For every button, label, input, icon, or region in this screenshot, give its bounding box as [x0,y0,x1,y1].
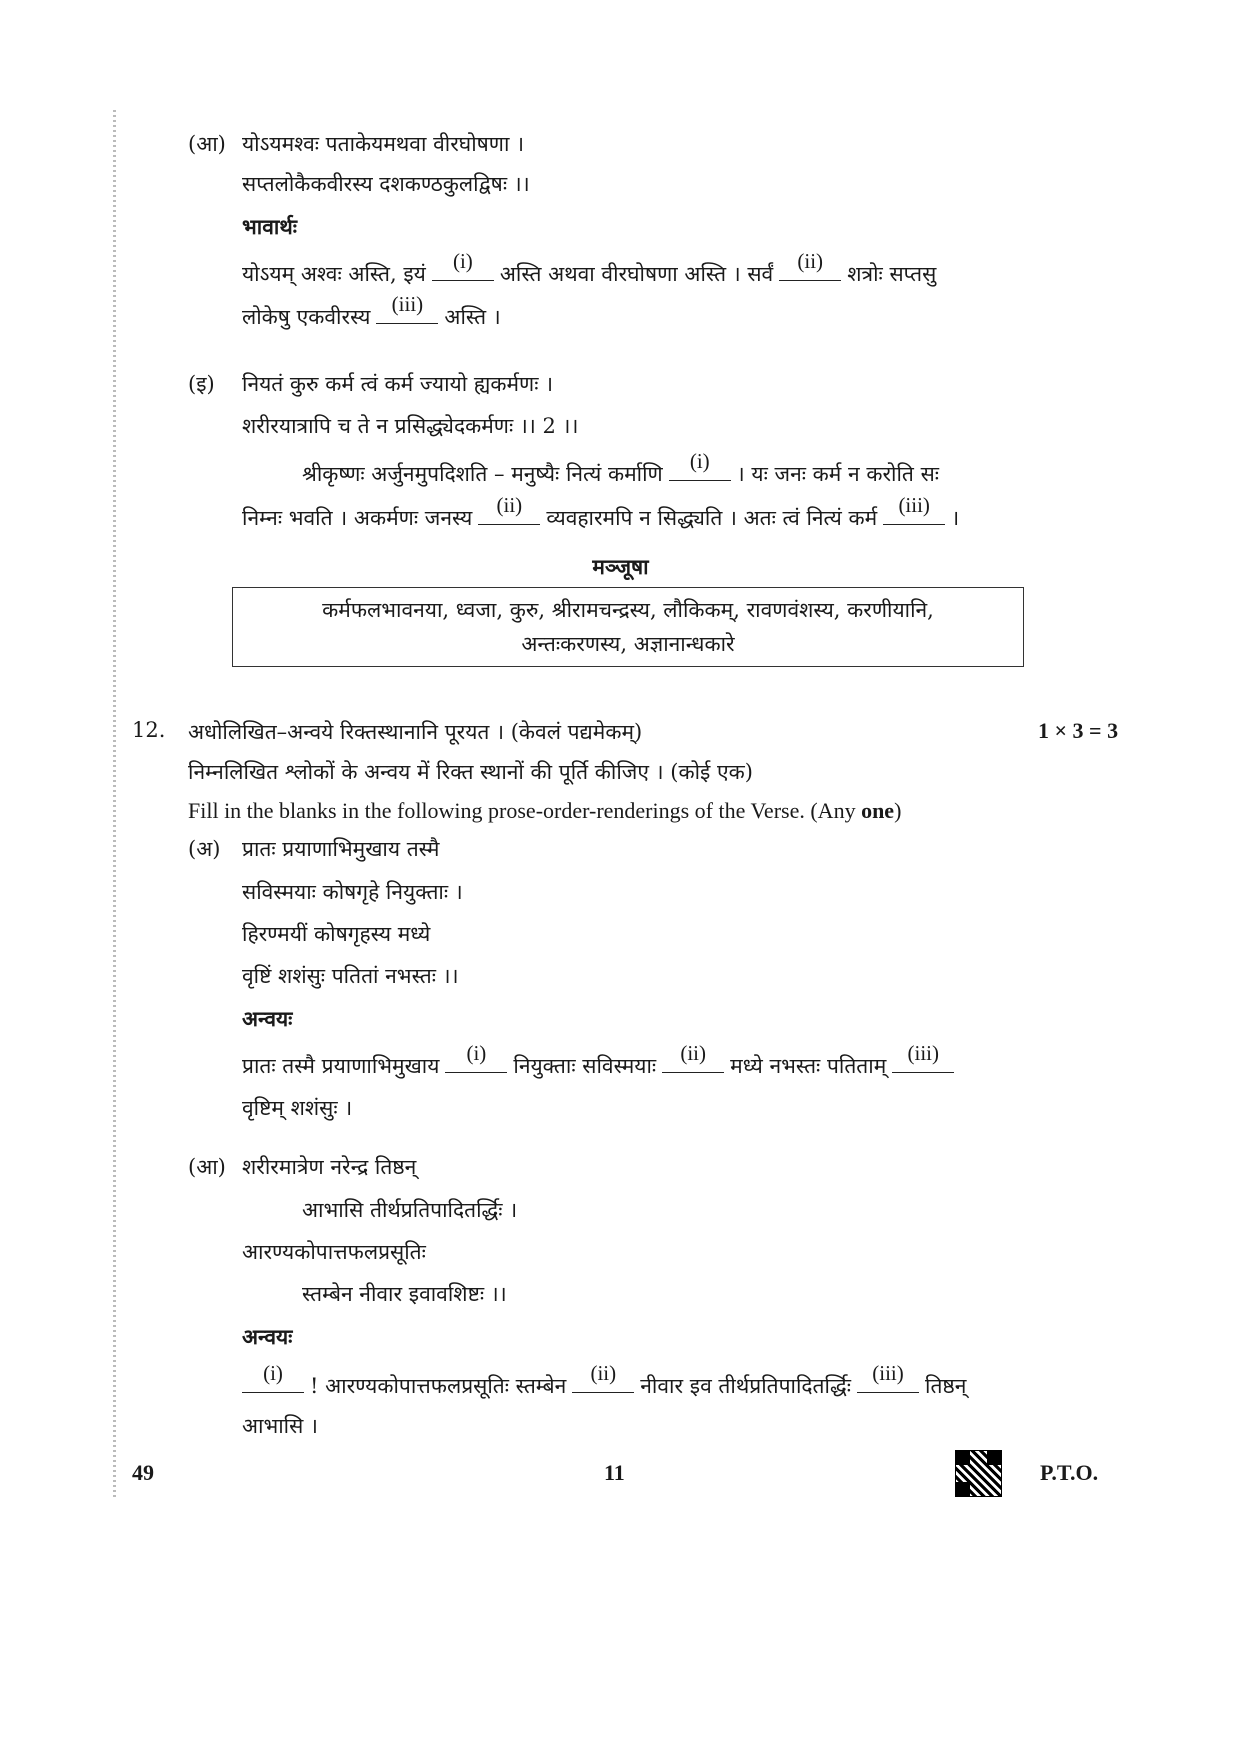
fill-blank[interactable] [242,1361,304,1393]
q11-aa-meaning-line1 [242,249,937,288]
q12-a-verse-line2: सविस्मयाः कोषगृहे नियुक्ताः । [242,880,463,904]
q12-title-sanskrit: अधोलिखित–अन्वये रिक्तस्थानानि पूरयत । (केवलं पद्यमेकम्) [188,720,643,744]
q12-a-anvaya-line2: वृष्टिम् शशंसुः । [242,1096,353,1120]
footer-code: 49 [132,1460,154,1485]
fill-blank[interactable] [669,449,731,481]
text-emphasis: one [861,798,895,823]
text-segment: निम्नः भवति । अकर्मणः जनस्य [242,506,473,530]
blank-label: (ii) [590,1361,617,1385]
q12-aa-verse-line2: आभासि तीर्थप्रतिपादितर्द्धिः । [302,1198,518,1222]
text-segment: नीवार इव तीर्थप्रतिपादितर्द्धिः [640,1374,851,1398]
q12-aa-verse-line4: स्तम्बेन नीवार इवावशिष्टः ।। [302,1282,507,1306]
q11-aa-label: (आ) [188,132,226,156]
text-segment: लोकेषु एकवीरस्य [242,305,371,329]
q11-aa-verse-line2: सप्तलोकैकवीरस्य दशकण्ठकुलद्विषः ।। [242,172,530,196]
q11-aa-meaning-line2 [242,292,501,331]
q12-a-verse-line3: हिरण्मयीं कोषगृहस्य मध्ये [242,922,431,946]
q11-i-verse1-text: नियतं कुरु कर्म त्वं कर्म ज्यायो ह्यकर्मणः । [242,372,554,396]
q12-aa-verse1-text: शरीरमात्रेण नरेन्द्र तिष्ठन् [242,1155,417,1179]
q11-aa-verse-line1 [188,130,524,158]
fill-blank[interactable] [779,249,841,281]
fill-blank[interactable] [662,1041,724,1073]
text-segment: । [951,506,960,530]
text-segment: ) [894,798,902,823]
q12-aa-heading: अन्वयः [242,1324,293,1349]
text-segment: प्रातः तस्मै प्रयाणाभिमुखाय [242,1054,440,1078]
blank-label: (i) [689,449,710,473]
text-segment: तिष्ठन् [925,1374,967,1398]
fill-blank[interactable] [892,1041,954,1073]
q11-i-verse-line2: शरीरयात्रापि च ते न प्रसिद्ध्येदकर्मणः ।। 2 ।। [242,414,579,438]
qr-code-icon [955,1450,1002,1497]
blank-label: (iii) [391,292,424,316]
q12-a-label: (अ) [188,837,221,861]
footer-page-number: 11 [604,1460,625,1485]
q12-a-verse1-text: प्रातः प्रयाणाभिमुखाय तस्मै [242,837,440,861]
q12-aa-anvaya-line1 [242,1361,967,1400]
manjusha-word-box [232,587,1024,667]
text-segment: अस्ति अथवा वीरघोषणा अस्ति । सर्वं [499,262,774,286]
text-segment: । यः जनः कर्म न करोति सः [736,462,940,486]
manjusha-line2: अन्तःकरणस्य, अज्ञानान्धकारे [521,632,735,656]
text-segment: ! आरण्यकोपात्तफलप्रसूतिः स्तम्बेन [310,1374,567,1398]
text-segment: Fill in the blanks in the following prose-order-renderings of the Verse. (Any [188,798,862,823]
q11-i-verse-line1 [188,370,553,398]
blank-label: (i) [263,1361,283,1385]
q12-a-anvaya-line1 [242,1041,960,1080]
q12-aa-verse-line3: आरण्यकोपात्तफलप्रसूतिः [242,1240,426,1264]
blank-label: (ii) [496,493,523,517]
q12-aa-anvaya-line2: आभासि । [242,1414,318,1438]
blank-label: (iii) [898,493,930,517]
text-segment: नियुक्ताः सविस्मयाः [513,1054,657,1078]
q12-a-verse-line1 [188,835,439,863]
text-segment: अस्ति । [444,305,501,329]
blank-label: (ii) [680,1041,706,1065]
q11-i-meaning-line1 [302,449,940,488]
q12-title-english [188,798,901,824]
fill-blank[interactable] [445,1041,507,1073]
q12-marks: 1 × 3 = 3 [1038,718,1119,743]
blank-label: (i) [466,1041,487,1065]
q12-aa-verse-line1 [188,1153,416,1181]
manjusha-title: मञ्जूषा [592,554,649,579]
blank-label: (iii) [907,1041,940,1065]
fill-blank[interactable] [883,493,945,525]
q12-aa-label: (आ) [188,1155,226,1179]
q11-i-label: (इ) [188,372,215,396]
q11-i-meaning-line2 [242,493,960,532]
q12-a-verse-line4: वृष्टिं शशंसुः पतितां नभस्तः ।। [242,964,459,988]
fill-blank[interactable] [478,493,540,525]
blank-label: (iii) [872,1361,904,1385]
margin-barcode-strip [113,110,116,1500]
q11-aa-heading: भावार्थः [242,214,297,239]
text-segment: व्यवहारमपि न सिद्ध्यति । अतः त्वं नित्यं कर्म [546,506,878,530]
text-segment: शत्रोः सप्तसु [847,262,937,286]
fill-blank[interactable] [857,1361,919,1393]
blank-label: (ii) [797,249,824,273]
text-segment: श्रीकृष्णः अर्जुनमुपदिशति – मनुष्यैः नित्यं कर्माणि [302,462,663,486]
q12-number: 12. [132,718,166,742]
footer-pto: P.T.O. [1040,1460,1099,1485]
q12-title-hindi: निम्नलिखित श्लोकों के अन्वय में रिक्त स्थानों की पूर्ति कीजिए । (कोई एक) [188,760,753,784]
fill-blank[interactable] [376,292,438,324]
fill-blank[interactable] [432,249,494,281]
blank-label: (i) [452,249,473,273]
text-segment: मध्ये नभस्तः पतिताम् [730,1054,887,1078]
fill-blank[interactable] [572,1361,634,1393]
q12-a-heading: अन्वयः [242,1006,293,1031]
q11-aa-verse1-text: योऽयमश्वः पताकेयमथवा वीरघोषणा । [242,132,525,156]
manjusha-line1: कर्मफलभावनया, ध्वजा, कुरु, श्रीरामचन्द्रस्य, लौकिकम्, रावणवंशस्य, करणीयानि, [322,598,934,622]
text-segment: योऽयम् अश्वः अस्ति, इयं [242,262,426,286]
